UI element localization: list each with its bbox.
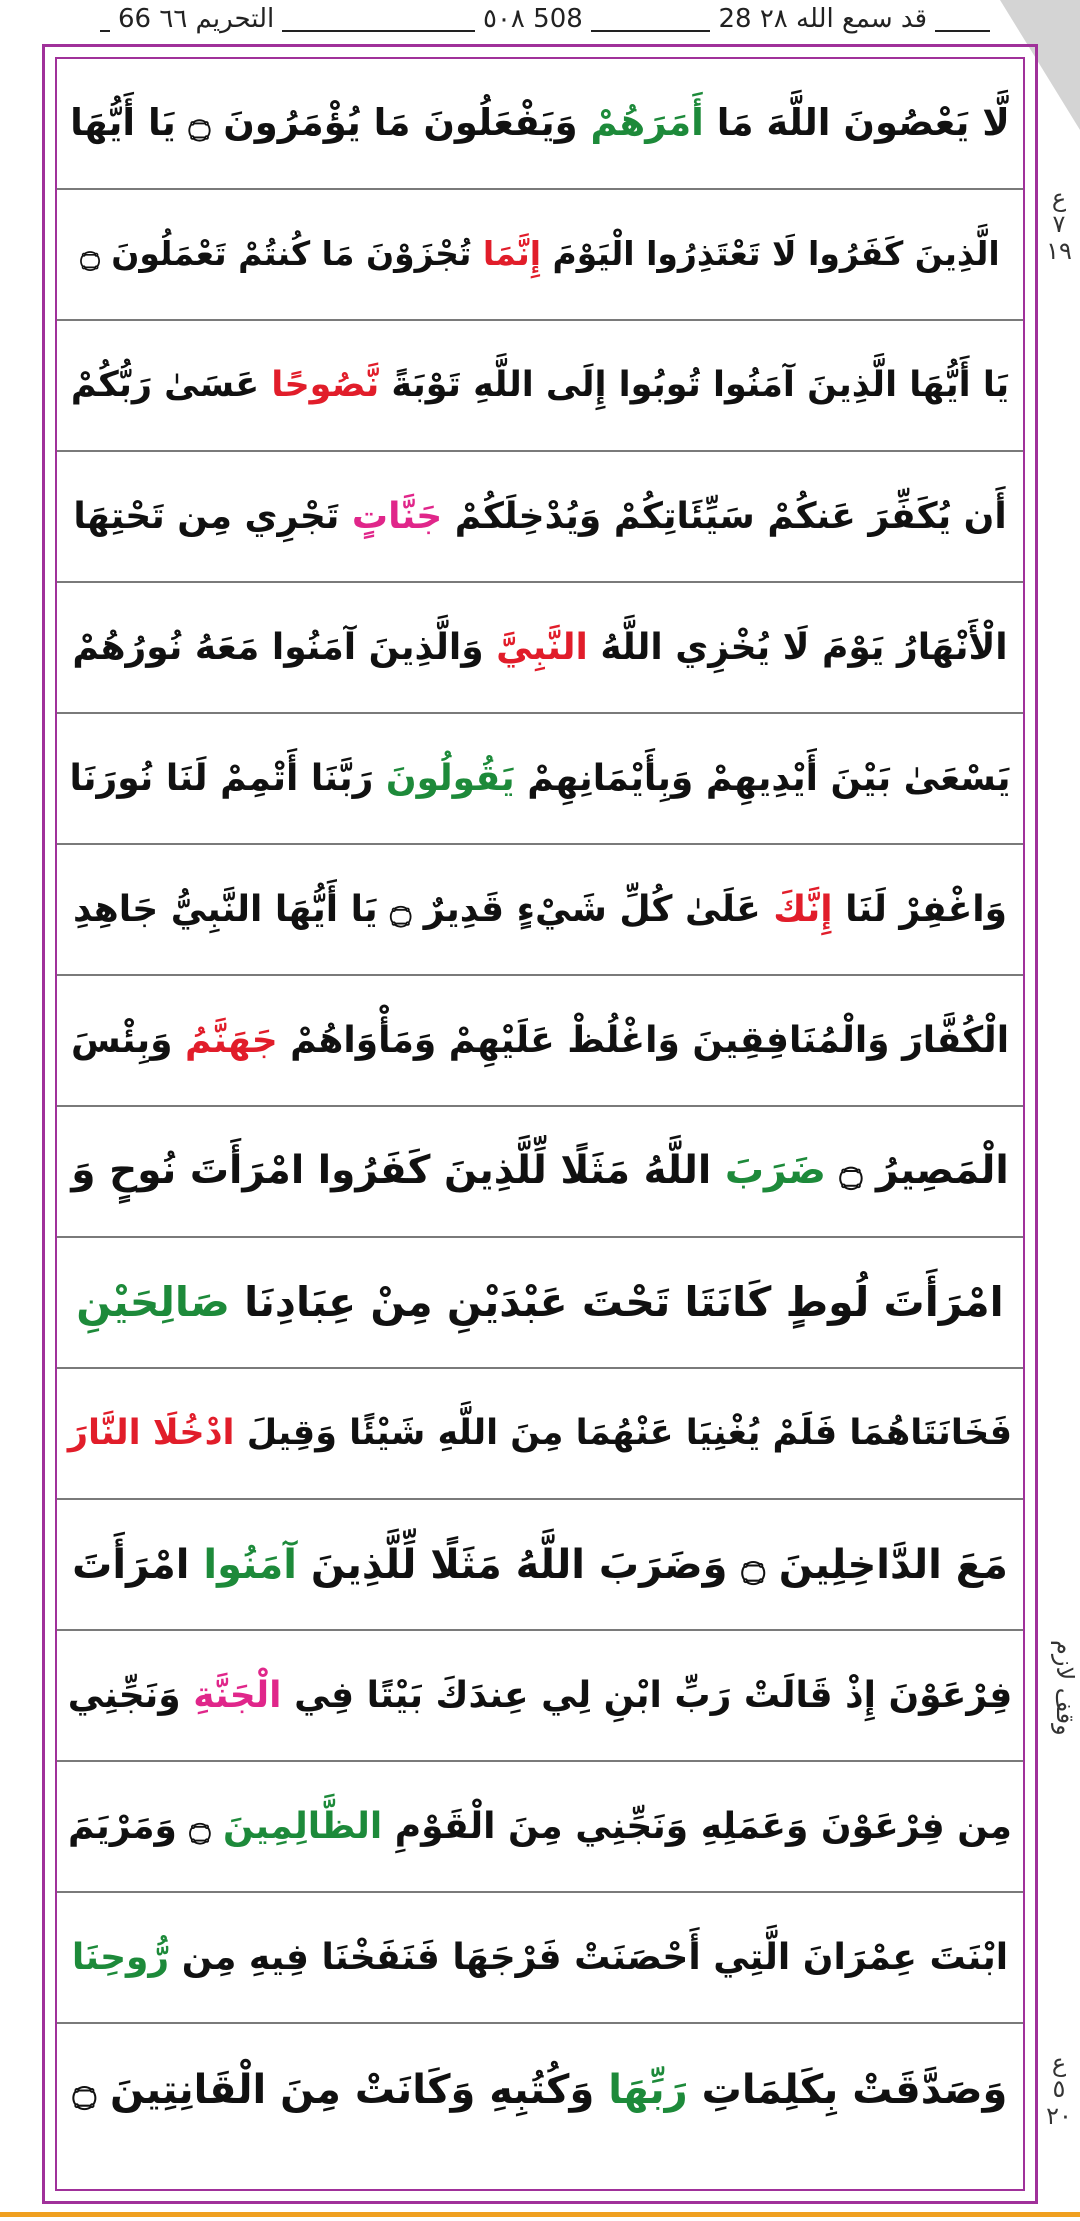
highlighted-word: جَهَنَّمُ bbox=[185, 1019, 278, 1061]
text-line bbox=[57, 59, 1023, 190]
line-text-part: وَيَفْعَلُونَ مَا يُؤْمَرُونَ ۝ يَا أَيُّهَا bbox=[70, 101, 591, 145]
line-text bbox=[73, 2068, 1008, 2112]
line-text-part: وَاغْفِرْ لَنَا bbox=[832, 888, 1008, 930]
line-text bbox=[72, 628, 1007, 668]
line-text-part: اللَّهُ مَثَلًا لِّلَّذِينَ كَفَرُوا امْرَأَتَ نُوحٍ وَ bbox=[71, 1148, 725, 1194]
ruku-marker-top: ع ٧ ١٩ bbox=[1046, 184, 1072, 265]
header-page-number: ٥٠٨ 508 bbox=[475, 4, 591, 34]
text-line bbox=[57, 1631, 1023, 1762]
line-text-part: لَّا يَعْصُونَ اللَّهَ مَا bbox=[703, 101, 1010, 145]
line-text-part: تُجْزَوْنَ مَا كُنتُمْ تَعْمَلُونَ ۝ bbox=[80, 234, 483, 274]
highlighted-word: رَبِّهَا bbox=[608, 2066, 688, 2113]
line-text bbox=[80, 236, 999, 272]
highlighted-word: يَقُولُونَ bbox=[385, 757, 515, 799]
line-text-part: ۝ وَمَرْيَمَ bbox=[68, 1805, 224, 1847]
line-text bbox=[68, 1807, 1012, 1847]
highlighted-word: آمَنُوا bbox=[203, 1541, 297, 1588]
highlighted-word: إِنَّمَا bbox=[482, 234, 542, 274]
text-line bbox=[57, 1369, 1023, 1500]
page-header bbox=[0, 0, 1080, 44]
line-text-part: وَالَّذِينَ آمَنُوا مَعَهُ نُورُهُمْ bbox=[72, 626, 497, 668]
highlighted-word: أَمَرَهُمْ bbox=[590, 101, 704, 145]
waqf-note: وقف لازم bbox=[1051, 1640, 1079, 1736]
text-line bbox=[57, 1238, 1023, 1369]
text-line bbox=[57, 321, 1023, 452]
line-text bbox=[72, 1543, 1008, 1587]
text-line bbox=[57, 583, 1023, 714]
ruku-marker-bottom: ع ٥ ٢٠ bbox=[1046, 2049, 1072, 2130]
line-text-part: امْرَأَتَ bbox=[72, 1541, 204, 1588]
highlighted-word: ضَرَبَ bbox=[724, 1148, 826, 1194]
line-text-part: يَا أَيُّهَا الَّذِينَ آمَنُوا تُوبُوا إِلَى اللَّهِ تَوْبَةً bbox=[379, 365, 1010, 406]
line-text-part: الْأَنْهَارُ يَوْمَ لَا يُخْزِي اللَّهُ bbox=[587, 626, 1008, 668]
highlighted-word: الْجَنَّةِ bbox=[193, 1674, 282, 1716]
line-text bbox=[73, 497, 1006, 537]
text-line bbox=[57, 452, 1023, 583]
highlighted-word: الظَّالِمِينَ bbox=[223, 1805, 383, 1847]
line-text-part: مِن فِرْعَوْنَ وَعَمَلِهِ وَنَجِّنِي مِنَ الْقَوْمِ bbox=[382, 1805, 1012, 1847]
line-text bbox=[71, 1150, 1008, 1193]
line-text-part: ابْنَتَ عِمْرَانَ الَّتِي أَحْصَنَتْ فَرْجَهَا فَنَفَخْنَا فِيهِ مِن bbox=[169, 1936, 1009, 1978]
line-text bbox=[73, 890, 1007, 930]
header-juz-label: قد سمع الله ٢٨ 28 bbox=[710, 4, 935, 34]
line-text bbox=[68, 1676, 1013, 1716]
highlighted-word: جَنَّاتٍ bbox=[351, 495, 443, 537]
text-line bbox=[57, 1893, 1023, 2024]
line-text-part: امْرَأَتَ لُوطٍ كَانَتَا تَحْتَ عَبْدَيْنِ مِنْ عِبَادِنَا bbox=[229, 1277, 1004, 1326]
line-text-part: عَلَىٰ كُلِّ شَيْءٍ قَدِيرٌ ۝ يَا أَيُّهَا النَّبِيُّ جَاهِدِ bbox=[72, 888, 774, 930]
line-text-part: الْكُفَّارَ وَالْمُنَافِقِينَ وَاغْلُظْ عَلَيْهِمْ وَمَأْوَاهُمْ bbox=[277, 1019, 1010, 1061]
line-text-part: وَبِئْسَ bbox=[70, 1019, 185, 1061]
highlighted-word: نَّصُوحًا bbox=[271, 365, 380, 406]
line-text-part: وَكُتُبِهِ وَكَانَتْ مِنَ الْقَانِتِينَ ۝ bbox=[72, 2066, 609, 2113]
line-text-part: فِرْعَوْنَ إِذْ قَالَتْ رَبِّ ابْنِ لِي عِندَكَ بَيْتًا فِي bbox=[281, 1674, 1013, 1716]
line-text-part: وَنَجِّنِي bbox=[67, 1674, 194, 1716]
line-text bbox=[70, 103, 1010, 144]
line-text-part: تَجْرِي مِن تَحْتِهَا bbox=[73, 495, 352, 537]
highlighted-word: إِنَّكَ bbox=[773, 888, 833, 930]
text-line bbox=[57, 1762, 1023, 1893]
text-line bbox=[57, 976, 1023, 1107]
line-text bbox=[68, 1414, 1012, 1453]
line-text-part: الَّذِينَ كَفَرُوا لَا تَعْتَذِرُوا الْيَوْمَ bbox=[541, 234, 1000, 274]
highlighted-word: النَّبِيَّ bbox=[496, 626, 588, 668]
bottom-rule bbox=[0, 2212, 1080, 2217]
header-surah-label: 66 التحريم ٦٦ bbox=[110, 4, 282, 34]
highlighted-word: ادْخُلَا النَّارَ bbox=[67, 1413, 235, 1454]
line-text bbox=[71, 1021, 1009, 1061]
text-line bbox=[57, 1107, 1023, 1238]
line-text-part: رَبَّنَا أَتْمِمْ لَنَا نُورَنَا bbox=[69, 757, 386, 799]
text-line bbox=[57, 845, 1023, 976]
text-line bbox=[57, 190, 1023, 321]
line-text-part: عَسَىٰ رَبُّكُمْ bbox=[70, 365, 272, 406]
highlighted-word: صَالِحَيْنِ bbox=[76, 1277, 230, 1326]
line-text bbox=[71, 366, 1009, 405]
line-text-part: فَخَانَتَاهُمَا فَلَمْ يُغْنِيَا عَنْهُمَا مِنَ اللَّهِ شَيْئًا وَقِيلَ bbox=[234, 1413, 1013, 1454]
line-text-part: أَن يُكَفِّرَ عَنكُمْ سَيِّئَاتِكُمْ وَيُدْخِلَكُمْ bbox=[442, 495, 1007, 537]
line-text-part: الْمَصِيرُ ۝ bbox=[825, 1148, 1009, 1194]
text-block bbox=[55, 57, 1025, 2191]
highlighted-word: رُّوحِنَا bbox=[71, 1936, 170, 1978]
page-frame bbox=[42, 44, 1038, 2204]
line-text-part: وَصَدَّقَتْ بِكَلِمَاتِ bbox=[687, 2066, 1008, 2113]
line-text-part: يَسْعَىٰ بَيْنَ أَيْدِيهِمْ وَبِأَيْمَانِهِمْ bbox=[514, 757, 1011, 799]
line-text bbox=[76, 1277, 1004, 1326]
line-text bbox=[69, 759, 1010, 799]
text-line bbox=[57, 1500, 1023, 1631]
text-line bbox=[57, 2024, 1023, 2155]
line-text-part: مَعَ الدَّاخِلِينَ ۝ وَضَرَبَ اللَّهُ مَثَلًا لِّلَّذِينَ bbox=[296, 1541, 1008, 1588]
line-text bbox=[72, 1938, 1008, 1978]
text-line bbox=[57, 714, 1023, 845]
